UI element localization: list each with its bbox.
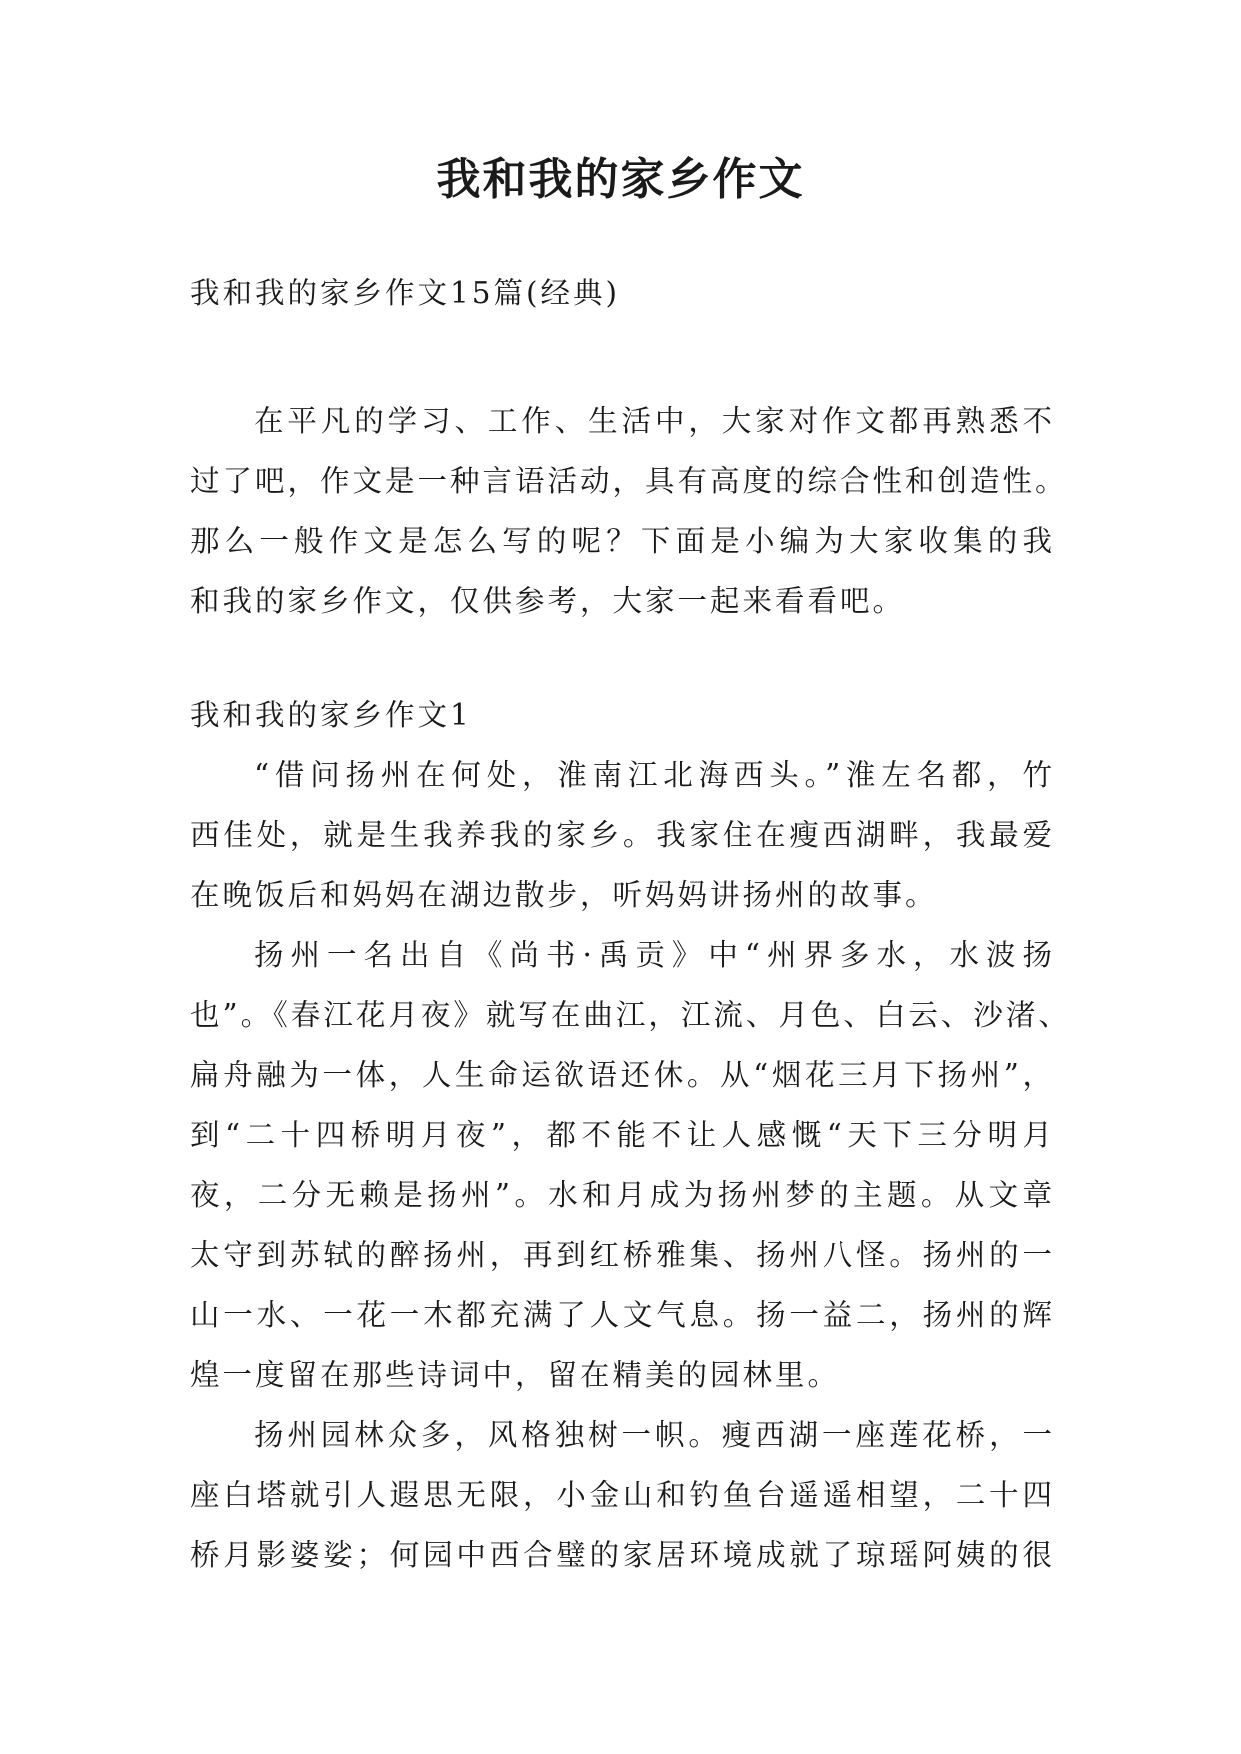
paragraph-line: 夜，二分无赖是扬州”。水和月成为扬州梦的主题。从文章 [190,1178,1055,1212]
spacer [190,323,1055,391]
spacer [190,631,1055,685]
paragraph-line: 到“二十四桥明月夜”，都不能不让人感慨“天下三分明月 [190,1118,1055,1152]
paragraph-line: 座白塔就引人遐思无限，小金山和钓鱼台遥遥相望，二十四 [190,1478,1055,1512]
document-subtitle: 我和我的家乡作文15篇(经典) [190,276,621,310]
document-body [190,263,1071,1585]
paragraph-line: 在晚饭后和妈妈在湖边散步，听妈妈讲扬州的故事。 [190,878,938,912]
paragraph-3 [190,1405,1055,1585]
paragraph-line: 山一水、一花一木都充满了人文气息。扬一益二，扬州的辉 [190,1298,1055,1332]
intro-paragraph [190,391,1068,631]
paragraph-line: 煌一度留在那些诗词中，留在精美的园林里。 [190,1358,841,1392]
paragraph-line: 扬州一名出自《尚书·禹贡》中“州界多水，水波扬 [254,938,1055,972]
paragraph-line: 太守到苏轼的醉扬州，再到红桥雅集、扬州八怪。扬州的一 [190,1238,1055,1272]
paragraph-line: 在平凡的学习、工作、生活中，大家对作文都再熟悉不 [254,404,1055,438]
paragraph-line: 扁舟融为一体，人生命运欲语还休。从“烟花三月下扬州”， [190,1058,1055,1092]
section-heading: 我和我的家乡作文1 [190,698,472,732]
paragraph-line: 扬州园林众多，风格独树一帜。瘦西湖一座莲花桥，一 [254,1418,1055,1452]
paragraph-line: 和我的家乡作文，仅供参考，大家一起来看看吧。 [190,584,906,618]
paragraph-line: 也”。《春江花月夜》就写在曲江，江流、月色、白云、沙渚、 [190,998,1071,1032]
paragraph-line: 桥月影婆娑；何园中西合璧的家居环境成就了琼瑶阿姨的很 [190,1538,1055,1572]
document-title: 我和我的家乡作文 [436,154,805,205]
paragraph-line: “借问扬州在何处，淮南江北海西头。”淮左名都，竹 [254,758,1055,792]
paragraph-line: 那么一般作文是怎么写的呢？下面是小编为大家收集的我 [190,524,1055,558]
paragraph-1 [190,745,1055,925]
paragraph-line: 过了吧，作文是一种言语活动，具有高度的综合性和创造性。 [190,464,1068,498]
paragraph-2 [190,925,1071,1405]
paragraph-line: 西佳处，就是生我养我的家乡。我家住在瘦西湖畔，我最爱 [190,818,1055,852]
